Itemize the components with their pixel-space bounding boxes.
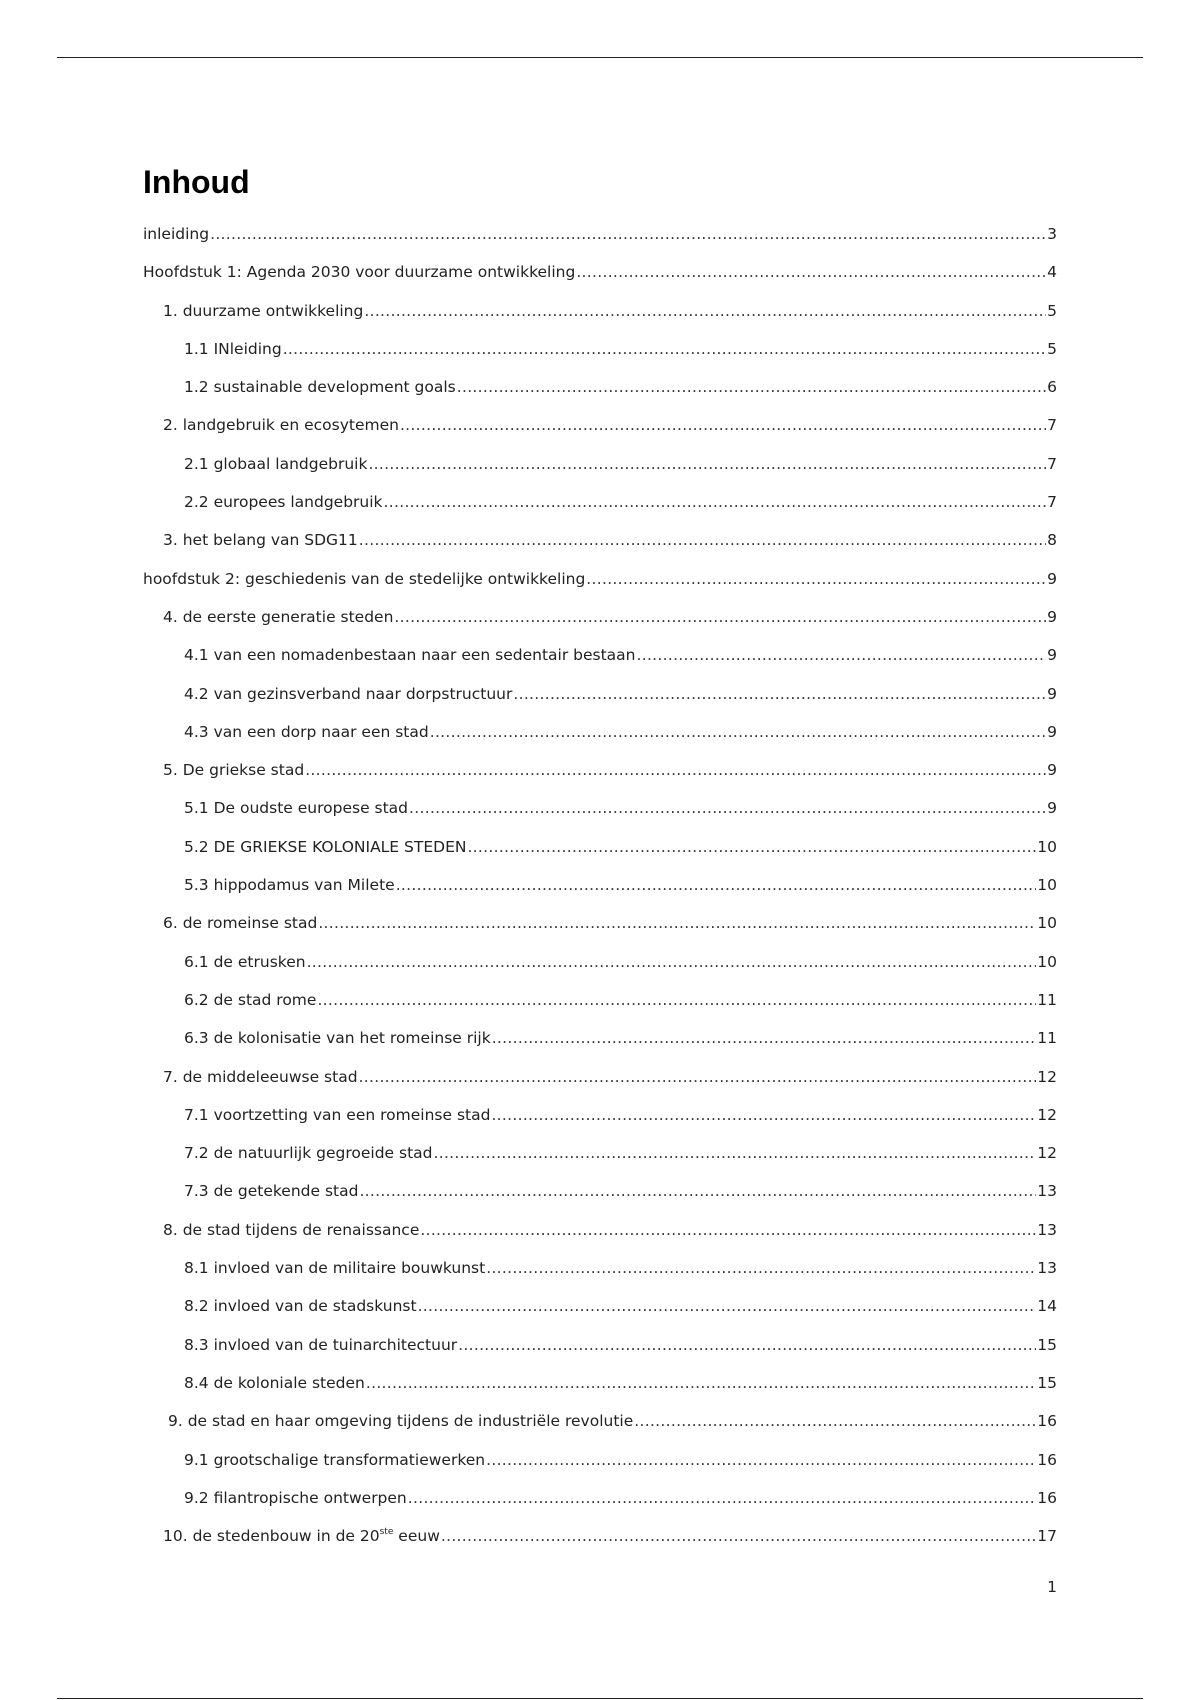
toc-entry[interactable]	[143, 368, 1057, 406]
toc-entry-page-number: 16	[1037, 1450, 1057, 1469]
dot-leader	[317, 981, 1036, 1019]
toc-entry-label-text: 2.1 globaal landgebruik	[184, 454, 368, 473]
dot-leader	[491, 1096, 1036, 1134]
toc-entry-label	[184, 866, 395, 904]
toc-entry-page-number: 12	[1037, 1105, 1057, 1124]
toc-entry-label-text: 6.2 de stad rome	[184, 990, 317, 1009]
toc-entry-label-text: Hoofdstuk 1: Agenda 2030 voor duurzame ontwikkeling	[143, 263, 576, 282]
toc-entry-page-number: 10	[1037, 914, 1057, 933]
toc-entry-page-number: 11	[1037, 1029, 1057, 1048]
header-rule	[57, 57, 1143, 58]
toc-entry-page-number: 10	[1037, 876, 1057, 895]
dot-leader	[318, 904, 1036, 942]
dot-leader	[467, 828, 1036, 866]
toc-entry-label-text: 6.1 de etrusken	[184, 952, 306, 971]
toc-entry[interactable]	[143, 866, 1057, 904]
toc-entry[interactable]	[143, 981, 1057, 1019]
toc-entry-label-text: 7.1 voortzetting van een romeinse stad	[184, 1105, 491, 1124]
toc-entry-label	[184, 1287, 417, 1325]
toc-entry[interactable]	[143, 943, 1057, 981]
toc-entry[interactable]	[143, 904, 1057, 942]
toc-entry[interactable]	[143, 789, 1057, 827]
toc-entry-label-text: 4.3 van een dorp naar een stad	[184, 722, 429, 741]
toc-entry-label-text: 2.2 europees landgebruik	[184, 493, 383, 512]
toc-entry-page-number: 16	[1037, 1412, 1057, 1431]
toc-entry-label-text: 8.2 invloed van de stadskunst	[184, 1297, 417, 1316]
toc-entry-page-number: 17	[1037, 1527, 1057, 1546]
toc-entry-label	[163, 406, 399, 444]
dot-leader	[441, 1517, 1036, 1555]
toc-entry-label	[163, 1517, 440, 1555]
dot-leader	[430, 713, 1046, 751]
toc-entry-label-text: 1.1 INleiding	[184, 339, 282, 358]
toc-entry[interactable]	[143, 1517, 1057, 1555]
dot-leader	[576, 253, 1046, 291]
table-of-contents	[143, 215, 1057, 1555]
toc-entry[interactable]	[143, 713, 1057, 751]
toc-entry-page-number: 9	[1047, 684, 1057, 703]
dot-leader	[364, 292, 1046, 330]
toc-entry-page-number: 9	[1047, 646, 1057, 665]
toc-entry[interactable]	[143, 1172, 1057, 1210]
dot-leader	[359, 1172, 1036, 1210]
toc-entry-page-number: 4	[1047, 263, 1057, 282]
toc-entry-page-number: 9	[1047, 761, 1057, 780]
toc-entry-label-text: inleiding	[143, 225, 210, 243]
toc-entry-label-text: 6. de romeinse stad	[163, 914, 318, 933]
toc-entry-label-superscript: ste	[379, 1527, 394, 1538]
toc-entry-label-text: 5. De griekse stad	[163, 761, 305, 780]
toc-entry-label-text: 8.4 de koloniale steden	[184, 1373, 365, 1392]
toc-entry[interactable]	[143, 445, 1057, 483]
toc-entry-label	[184, 636, 635, 674]
toc-entry[interactable]	[143, 1249, 1057, 1287]
toc-entry-label	[184, 368, 456, 406]
toc-entry-label-text: 1.2 sustainable development goals	[184, 378, 456, 397]
dot-leader	[513, 675, 1046, 713]
toc-entry[interactable]	[143, 215, 1057, 253]
toc-entry-label	[184, 1479, 407, 1517]
toc-entry-label	[184, 445, 367, 483]
toc-entry-page-number: 7	[1047, 493, 1057, 512]
toc-entry-label-text: 3. het belang van SDG11	[163, 531, 358, 550]
toc-entry-label	[168, 1402, 633, 1440]
dot-leader	[359, 521, 1046, 559]
toc-entry[interactable]	[143, 1364, 1057, 1402]
dot-leader	[457, 368, 1046, 406]
toc-entry-label	[184, 330, 282, 368]
dot-leader	[486, 1249, 1036, 1287]
toc-entry-label	[184, 1172, 358, 1210]
toc-entry-label-text: 7. de middeleeuwse stad	[163, 1067, 358, 1086]
toc-entry-label-text: 4. de eerste generatie steden	[163, 607, 394, 626]
toc-entry[interactable]	[143, 1019, 1057, 1057]
toc-entry-label	[184, 1441, 485, 1479]
toc-entry-label-text: 9.1 grootschalige transformatiewerken	[184, 1450, 486, 1469]
toc-entry-label	[184, 1249, 485, 1287]
toc-entry-label	[184, 981, 316, 1019]
toc-entry[interactable]	[143, 1211, 1057, 1249]
toc-entry[interactable]	[143, 1479, 1057, 1517]
toc-entry-label	[163, 1211, 419, 1249]
toc-entry[interactable]	[143, 521, 1057, 559]
toc-entry-page-number: 13	[1037, 1259, 1057, 1278]
toc-entry-label-text: 6.3 de kolonisatie van het romeinse rijk	[184, 1029, 491, 1048]
toc-entry-page-number: 8	[1047, 531, 1057, 550]
dot-leader	[368, 445, 1046, 483]
toc-entry[interactable]	[143, 636, 1057, 674]
toc-entry[interactable]	[143, 1134, 1057, 1172]
toc-entry-label	[163, 292, 363, 330]
toc-title: Inhoud	[143, 164, 250, 200]
toc-entry-page-number: 11	[1037, 990, 1057, 1009]
toc-entry[interactable]	[143, 1096, 1057, 1134]
toc-entry-page-number: 12	[1037, 1067, 1057, 1086]
dot-leader	[359, 1058, 1037, 1096]
toc-entry-page-number: 10	[1037, 837, 1057, 856]
toc-entry-page-number: 12	[1037, 1144, 1057, 1163]
toc-entry[interactable]	[143, 751, 1057, 789]
toc-entry-page-number: 7	[1047, 454, 1057, 473]
dot-leader	[305, 751, 1046, 789]
toc-entry-label	[184, 1096, 490, 1134]
toc-entry-page-number: 3	[1047, 225, 1057, 243]
toc-entry-label	[163, 904, 317, 942]
toc-entry-label-suffix: eeuw	[393, 1527, 440, 1546]
toc-entry-label	[184, 675, 512, 713]
toc-entry-label-text: 5.2 DE GRIEKSE KOLONIALE STEDEN	[184, 837, 467, 856]
toc-entry[interactable]	[143, 292, 1057, 330]
toc-entry[interactable]	[143, 1402, 1057, 1440]
toc-entry-page-number: 9	[1047, 722, 1057, 741]
dot-leader	[486, 1441, 1036, 1479]
toc-entry-page-number: 7	[1047, 416, 1057, 435]
dot-leader	[283, 330, 1046, 368]
toc-entry-page-number: 9	[1047, 569, 1057, 588]
toc-entry-page-number: 15	[1037, 1335, 1057, 1354]
toc-entry[interactable]	[143, 675, 1057, 713]
dot-leader	[366, 1364, 1036, 1402]
toc-entry-page-number: 5	[1047, 339, 1057, 358]
dot-leader	[307, 943, 1037, 981]
toc-entry[interactable]	[143, 1287, 1057, 1325]
toc-entry-label	[184, 713, 429, 751]
toc-entry-label-text: 5.1 De oudste europese stad	[184, 799, 409, 818]
toc-entry-label	[184, 943, 306, 981]
toc-entry[interactable]	[143, 330, 1057, 368]
toc-entry[interactable]	[143, 483, 1057, 521]
toc-entry[interactable]	[143, 560, 1057, 598]
dot-leader	[634, 1402, 1036, 1440]
footer-rule	[57, 1698, 1143, 1699]
toc-entry-label-text: 9.2 filantropische ontwerpen	[184, 1488, 407, 1507]
dot-leader	[384, 483, 1047, 521]
dot-leader	[396, 866, 1037, 904]
toc-entry[interactable]	[143, 1058, 1057, 1096]
dot-leader	[420, 1211, 1036, 1249]
toc-entry-page-number: 14	[1037, 1297, 1057, 1316]
toc-entry-label	[184, 1364, 365, 1402]
toc-entry-label	[184, 1326, 457, 1364]
dot-leader	[408, 1479, 1037, 1517]
toc-entry[interactable]	[143, 828, 1057, 866]
dot-leader	[586, 560, 1046, 598]
toc-entry-label-text: 8. de stad tijdens de renaissance	[163, 1220, 420, 1239]
toc-entry-label	[143, 560, 585, 598]
toc-entry-page-number: 6	[1047, 378, 1057, 397]
toc-entry-page-number: 13	[1037, 1220, 1057, 1239]
toc-entry[interactable]	[143, 1326, 1057, 1364]
toc-entry-label	[143, 253, 575, 291]
toc-entry-label	[184, 1019, 491, 1057]
toc-entry-page-number: 13	[1037, 1182, 1057, 1201]
dot-leader	[492, 1019, 1037, 1057]
toc-entry-page-number: 9	[1047, 799, 1057, 818]
toc-entry-label-text: 10. de stedenbouw in de 20	[163, 1527, 380, 1546]
toc-entry-label-text: 7.2 de natuurlijk gegroeide stad	[184, 1144, 433, 1163]
toc-entry-label	[143, 215, 209, 253]
dot-leader	[394, 598, 1046, 636]
toc-entry-label-text: 2. landgebruik en ecosytemen	[163, 416, 399, 435]
toc-entry-page-number: 9	[1047, 607, 1057, 626]
toc-entry-label-text: 7.3 de getekende stad	[184, 1182, 359, 1201]
toc-entry-label	[184, 483, 383, 521]
toc-entry-label	[184, 1134, 432, 1172]
toc-entry-page-number: 10	[1037, 952, 1057, 971]
dot-leader	[636, 636, 1046, 674]
toc-entry-label-text: 8.1 invloed van de militaire bouwkunst	[184, 1259, 486, 1278]
toc-entry-label-text: hoofdstuk 2: geschiedenis van de stedelijke ontwikkeling	[143, 569, 586, 588]
toc-entry-page-number: 15	[1037, 1373, 1057, 1392]
page-number: 1	[1047, 1578, 1057, 1596]
toc-entry-label	[163, 751, 304, 789]
dot-leader	[418, 1287, 1037, 1325]
toc-entry-page-number: 5	[1047, 301, 1057, 320]
toc-entry-label	[184, 789, 408, 827]
toc-entry[interactable]	[143, 406, 1057, 444]
toc-entry[interactable]	[143, 253, 1057, 291]
toc-entry-label	[163, 1058, 358, 1096]
dot-leader	[458, 1326, 1036, 1364]
toc-entry[interactable]	[143, 1441, 1057, 1479]
toc-entry-label-text: 4.2 van gezinsverband naar dorpstructuur	[184, 684, 513, 703]
toc-entry-label-text: 8.3 invloed van de tuinarchitectuur	[184, 1335, 458, 1354]
toc-entry-label-text: 5.3 hippodamus van Milete	[184, 876, 395, 895]
toc-entry-label-text: 1. duurzame ontwikkeling	[163, 301, 364, 320]
dot-leader	[409, 789, 1046, 827]
toc-entry[interactable]	[143, 598, 1057, 636]
toc-entry-label	[163, 521, 358, 559]
toc-entry-page-number: 16	[1037, 1488, 1057, 1507]
toc-entry-label-text: 9. de stad en haar omgeving tijdens de industriële revolutie	[168, 1412, 634, 1431]
dot-leader	[400, 406, 1046, 444]
dot-leader	[433, 1134, 1036, 1172]
dot-leader	[210, 215, 1046, 253]
toc-entry-label	[163, 598, 393, 636]
toc-entry-label-text: 4.1 van een nomadenbestaan naar een sedentair bestaan	[184, 646, 636, 665]
toc-entry-label	[184, 828, 466, 866]
